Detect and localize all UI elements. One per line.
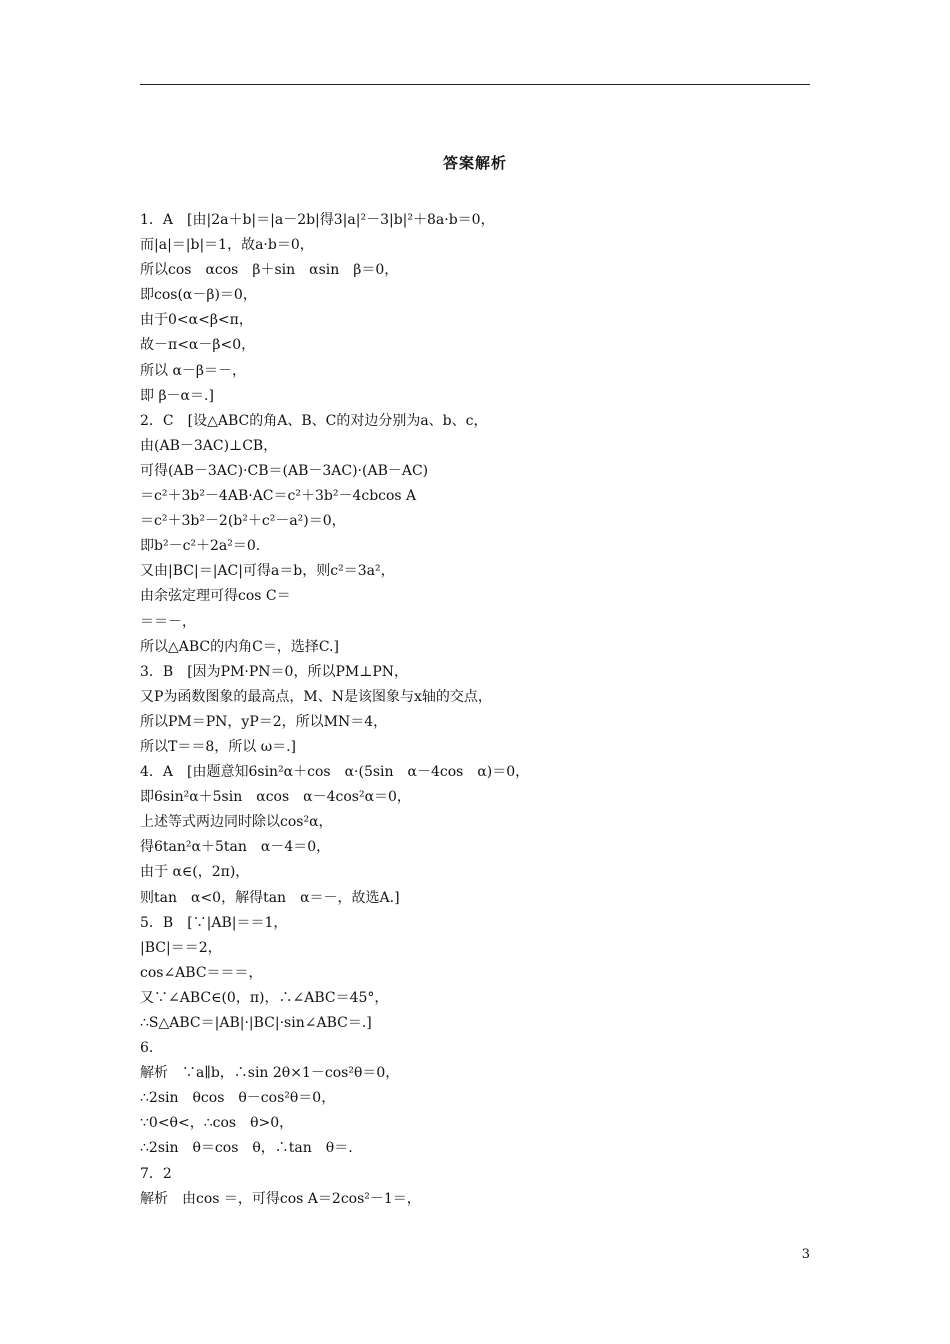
solution-line: 所以cos αcos β＋sin αsin β＝0， [140,262,399,279]
solution-line: ＝＝－， [140,613,196,630]
solution-line: 得6tan²α＋5tan α－4＝0， [140,839,331,856]
solution-line: 由(AB－3AC)⊥CB， [140,437,278,454]
solution-line: 即cos(α－β)＝0， [140,287,257,304]
solution-line: 6. [140,1040,154,1057]
solution-line: 所以PM＝PN，yP＝2，所以MN＝4， [140,713,388,730]
solution-line: 由于 α∈(，2π)， [140,864,250,881]
solution-line: 即6sin²α＋5sin αcos α－4cos²α＝0， [140,789,411,806]
solution-line: ∴S△ABC＝|AB|·|BC|·sin∠ABC＝.] [140,1015,372,1031]
header-rule [140,84,810,85]
solution-line: 5．B [∵|AB|＝＝1， [140,914,288,931]
solution-line: cos∠ABC＝＝＝， [140,964,263,981]
solution-body [140,208,820,1212]
solution-line: 可得(AB－3AC)·CB＝(AB－3AC)·(AB－AC) [140,462,429,479]
solution-line: ∴2sin θcos θ－cos²θ＝0， [140,1090,336,1107]
solution-line: 即 β－α＝.] [140,387,214,404]
solution-line: 则tan α<0，解得tan α＝－，故选A.] [140,889,400,906]
solution-line: 解析 ∵a∥b，∴sin 2θ×1－cos²θ＝0， [140,1065,400,1082]
solution-line: 7．2 [140,1165,172,1182]
solution-line: 1．A [由|2a＋b|＝|a－2b|得3|a|²－3|b|²＋8a·b＝0， [140,212,495,228]
solution-line: 上述等式两边同时除以cos²α， [140,814,333,831]
solution-line: 3．B [因为PM·PN＝0，所以PM⊥PN， [140,663,409,680]
solution-line: 又∵∠ABC∈(0，π)，∴∠ABC＝45°， [140,989,389,1006]
solution-line: 又由|BC|＝|AC|可得a＝b，则c²＝3a²， [140,563,395,580]
solution-line: 所以△ABC的内角C＝，选择C.] [140,638,339,655]
solution-line: 解析 由cos ＝，可得cos A＝2cos²－1＝， [140,1190,421,1207]
solution-line: 所以 α－β＝－， [140,362,246,379]
solution-line: |BC|＝＝2， [140,939,222,956]
solution-line: 由余弦定理可得cos C＝ [140,588,291,605]
solution-line: 故－π<α－β<0， [140,337,256,354]
solution-line: 由于0<α<β<π， [140,312,253,329]
solution-line: 而|a|＝|b|＝1，故a·b＝0， [140,237,314,254]
page-title: 答案解析 [442,154,507,172]
page-number: 3 [801,1247,810,1262]
solution-line: 所以T＝＝8，所以 ω＝.] [140,738,297,755]
solution-line: ∵0<θ<，∴cos θ>0， [140,1115,294,1132]
solution-line: ∴2sin θ＝cos θ，∴tan θ＝. [140,1140,353,1157]
solution-line: ＝c²＋3b²－4AB·AC＝c²＋3b²－4cbcos A [140,488,417,505]
solution-line: 4．A [由题意知6sin²α＋cos α·(5sin α－4cos α)＝0， [140,764,530,781]
solution-line: 2．C [设△ABC的角A、B、C的对边分别为a、b、c， [140,412,488,429]
solution-line: 又P为函数图象的最高点，M、N是该图象与x轴的交点， [140,688,492,705]
solution-line: ＝c²＋3b²－2(b²＋c²－a²)＝0， [140,513,346,530]
solution-line: 即b²－c²＋2a²＝0. [140,538,261,555]
